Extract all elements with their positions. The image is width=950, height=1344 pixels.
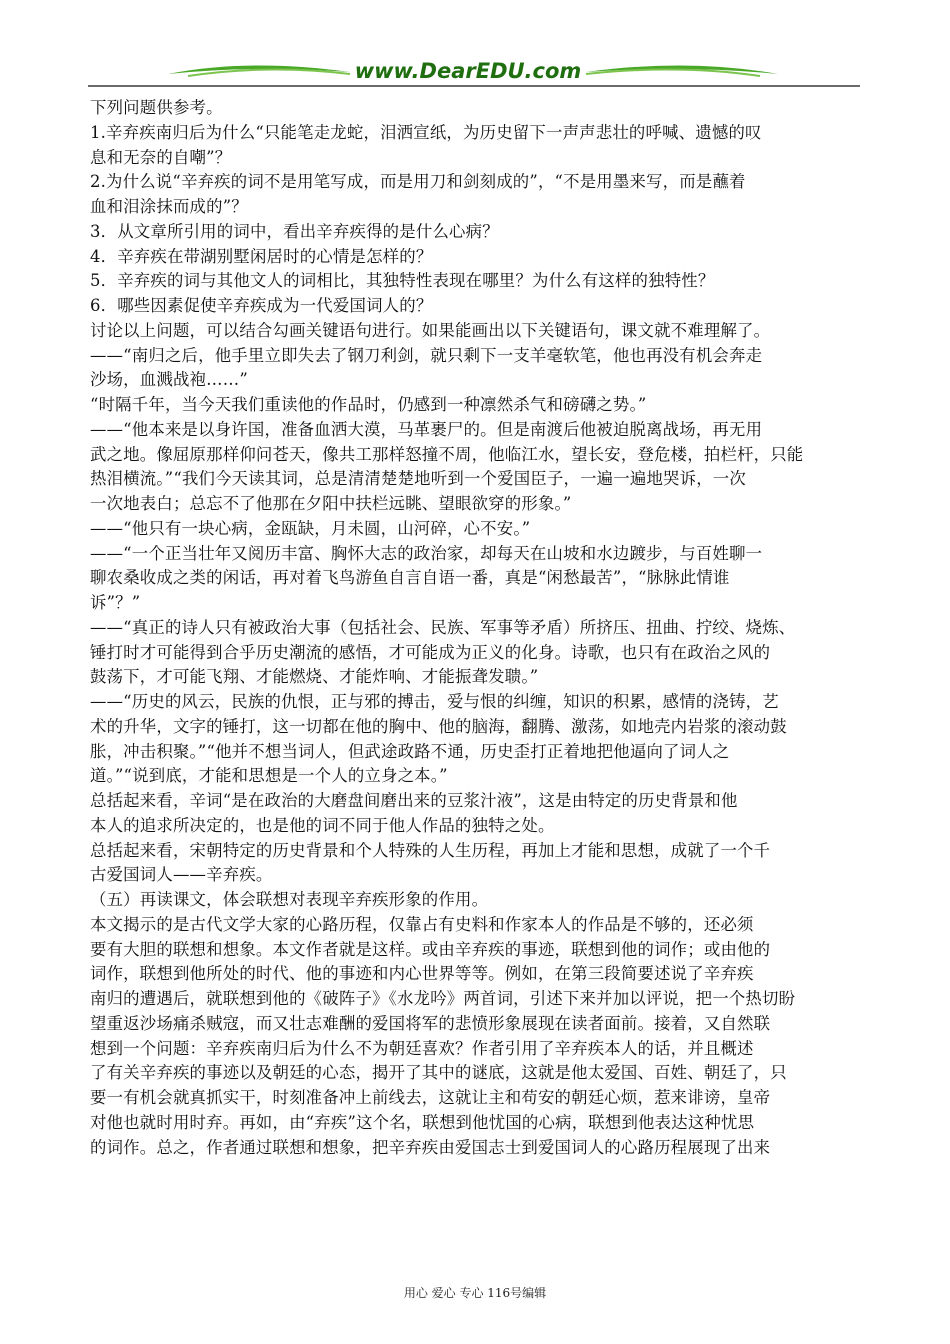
text-line: “时隔千年，当今天我们重读他的作品时，仍感到一种凛然杀气和磅礴之势。” — [90, 395, 647, 414]
text-line: 热泪横流。”“我们今天读其词，总是清清楚楚地听到一个爱国臣子，一遍一遍地哭诉，一次 — [90, 469, 746, 489]
text-line: 术的升华，文字的锤打，这一切都在他的胸中、他的脑海，翻腾、激荡，如地壳内岩浆的滚动鼓 — [90, 716, 787, 736]
text-line: 讨论以上问题，可以结合勾画关键语句进行。如果能画出以下关键语句，课文就不难理解了。 — [90, 320, 771, 340]
text-line: 本人的追求所决定的，也是他的词不同于他人作品的独特之处。 — [90, 815, 555, 835]
text-line: 胀，冲击积聚。”“他并不想当词人，但武途政路不通，历史歪打正着地把他逼向了词人之 — [90, 741, 730, 761]
text-line: 1.辛弃疾南归后为什么“只能笔走龙蛇，泪洒宣纸，为历史留下一声声悲壮的呼喊、遗憾的叹 — [90, 122, 762, 142]
text-line: 血和泪涂抹而成的”？ — [90, 197, 248, 216]
text-line: 聊农桑收成之类的闲话，再对着飞鸟游鱼自言自语一番，真是“闲愁最苦”，“脉脉此情谁 — [90, 568, 730, 588]
text-line — [90, 1160, 860, 1185]
text-line: ——“真正的诗人只有被政治大事（包括社会、民族、军事等矛盾）所挤压、扭曲、拧绞、烧炼、 — [90, 617, 796, 637]
text-line: 沙场，血溅战袍……” — [90, 370, 248, 390]
text-line: 了有关辛弃疾的事迹以及朝廷的心态，揭开了其中的谜底，这就是他太爱国、百姓、朝廷了，只 — [90, 1063, 787, 1083]
text-line: 词作，联想到他所处的时代、他的事迹和内心世界等等。例如，在第三段简要述说了辛弃疾 — [90, 964, 754, 984]
text-line: 息和无奈的自嘲”？ — [90, 147, 232, 167]
text-line: 3．从文章所引用的词中，看出辛弃疾得的是什么心病？ — [90, 221, 499, 241]
text-line: ——“一个正当壮年又阅历丰富、胸怀大志的政治家，却每天在山坡和水边踱步，与百姓聊一 — [90, 543, 763, 563]
header-logo — [88, 52, 860, 88]
text-line: 一次地表白；总忘不了他那在夕阳中扶栏远眺、望眼欲穿的形象。” — [90, 494, 572, 513]
site-header-banner — [88, 52, 860, 88]
text-line: 道。”“说到底，才能和思想是一个人的立身之本。” — [90, 766, 448, 786]
text-line: 对他也就时用时弃。再如，由“弃疾”这个名，联想到他忧国的心病，联想到他表达这种忧思 — [90, 1112, 755, 1132]
text-line: ——“南归之后，他手里立即失去了钢刀利剑，就只剩下一支羊毫软笔，他也再没有机会奔走 — [90, 345, 763, 365]
text-line: 望重返沙场痛杀贼寇，而又壮志难酬的爱国将军的悲愤形象展现在读者面前。接着，又自然联 — [90, 1013, 771, 1033]
text-line: 本文揭示的是古代文学大家的心路历程，仅靠占有史料和作家本人的作品是不够的，还必须 — [90, 914, 754, 934]
page-footer: 用心 爱心 专心 116号编辑 — [403, 1286, 547, 1300]
text-line: 武之地。像屈原那样仰问苍天，像共工那样怒撞不周，他临江水，望长安，登危楼，拍栏杆，只能 — [90, 444, 804, 464]
text-line: 诉”？” — [90, 593, 141, 612]
text-line: 古爱国词人——辛弃疾。 — [90, 865, 273, 885]
text-line: 锤打时才可能得到合乎历史潮流的感悟，才可能成为正义的化身。诗歌，也只有在政治之风的 — [90, 642, 771, 662]
text-line: 总括起来看，辛词“是在政治的大磨盘间磨出来的豆浆汁液”，这是由特定的历史背景和他 — [90, 791, 738, 810]
text-line: 想到一个问题：辛弃疾南归后为什么不为朝廷喜欢？作者引用了辛弃疾本人的话，并且概述 — [90, 1038, 754, 1058]
text-line: 4．辛弃疾在带湖别墅闲居时的心情是怎样的？ — [90, 246, 433, 266]
text-line: 总括起来看，宋朝特定的历史背景和个人特殊的人生历程，再加上才能和思想，成就了一个千 — [90, 840, 771, 860]
header-site-name: www.DearEDU.com — [354, 59, 582, 83]
text-line: 2.为什么说“辛弃疾的词不是用笔写成，而是用刀和剑刻成的”，“不是用墨来写，而是蘸着 — [90, 172, 746, 192]
text-line: ——“历史的风云，民族的仇恨，正与邪的搏击，爱与恨的纠缠，知识的积累，感情的浇铸，艺 — [90, 692, 779, 711]
text-line: 南归的遭遇后，就联想到他的《破阵子》《水龙吟》两首词，引述下来并加以评说，把一个热切盼 — [90, 989, 796, 1008]
text-line: 下列问题供参考。 — [90, 98, 223, 117]
text-line: 5．辛弃疾的词与其他文人的词相比，其独特性表现在哪里？为什么有这样的独特性？ — [90, 271, 715, 291]
text-line: 的词作。总之，作者通过联想和想象，把辛弃疾由爱国志士到爱国词人的心路历程展现了出来 — [90, 1137, 771, 1157]
text-line: 要有大胆的联想和想象。本文作者就是这样。或由辛弃疾的事迹，联想到他的词作；或由他的 — [90, 939, 771, 959]
text-line: ——“他本来是以身许国，准备血洒大漠，马革裹尸的。但是南渡后他被迫脱离战场，再无用 — [90, 419, 763, 439]
text-line: 要一有机会就真抓实干，时刻准备冲上前线去，这就让主和苟安的朝廷心烦，惹来诽谤，皇帝 — [90, 1088, 771, 1107]
text-line: 鼓荡下，才可能飞翔、才能燃烧、才能炸响、才能振聋发聩。” — [90, 667, 539, 687]
text-line: （五）再读课文，体会联想对表现辛弃疾形象的作用。 — [90, 890, 489, 909]
text-line: ——“他只有一块心病，金瓯缺，月未圆，山河碎，心不安。” — [90, 518, 531, 538]
document-body — [90, 96, 860, 1185]
text-line: 6．哪些因素促使辛弃疾成为一代爱国词人的？ — [90, 296, 433, 315]
